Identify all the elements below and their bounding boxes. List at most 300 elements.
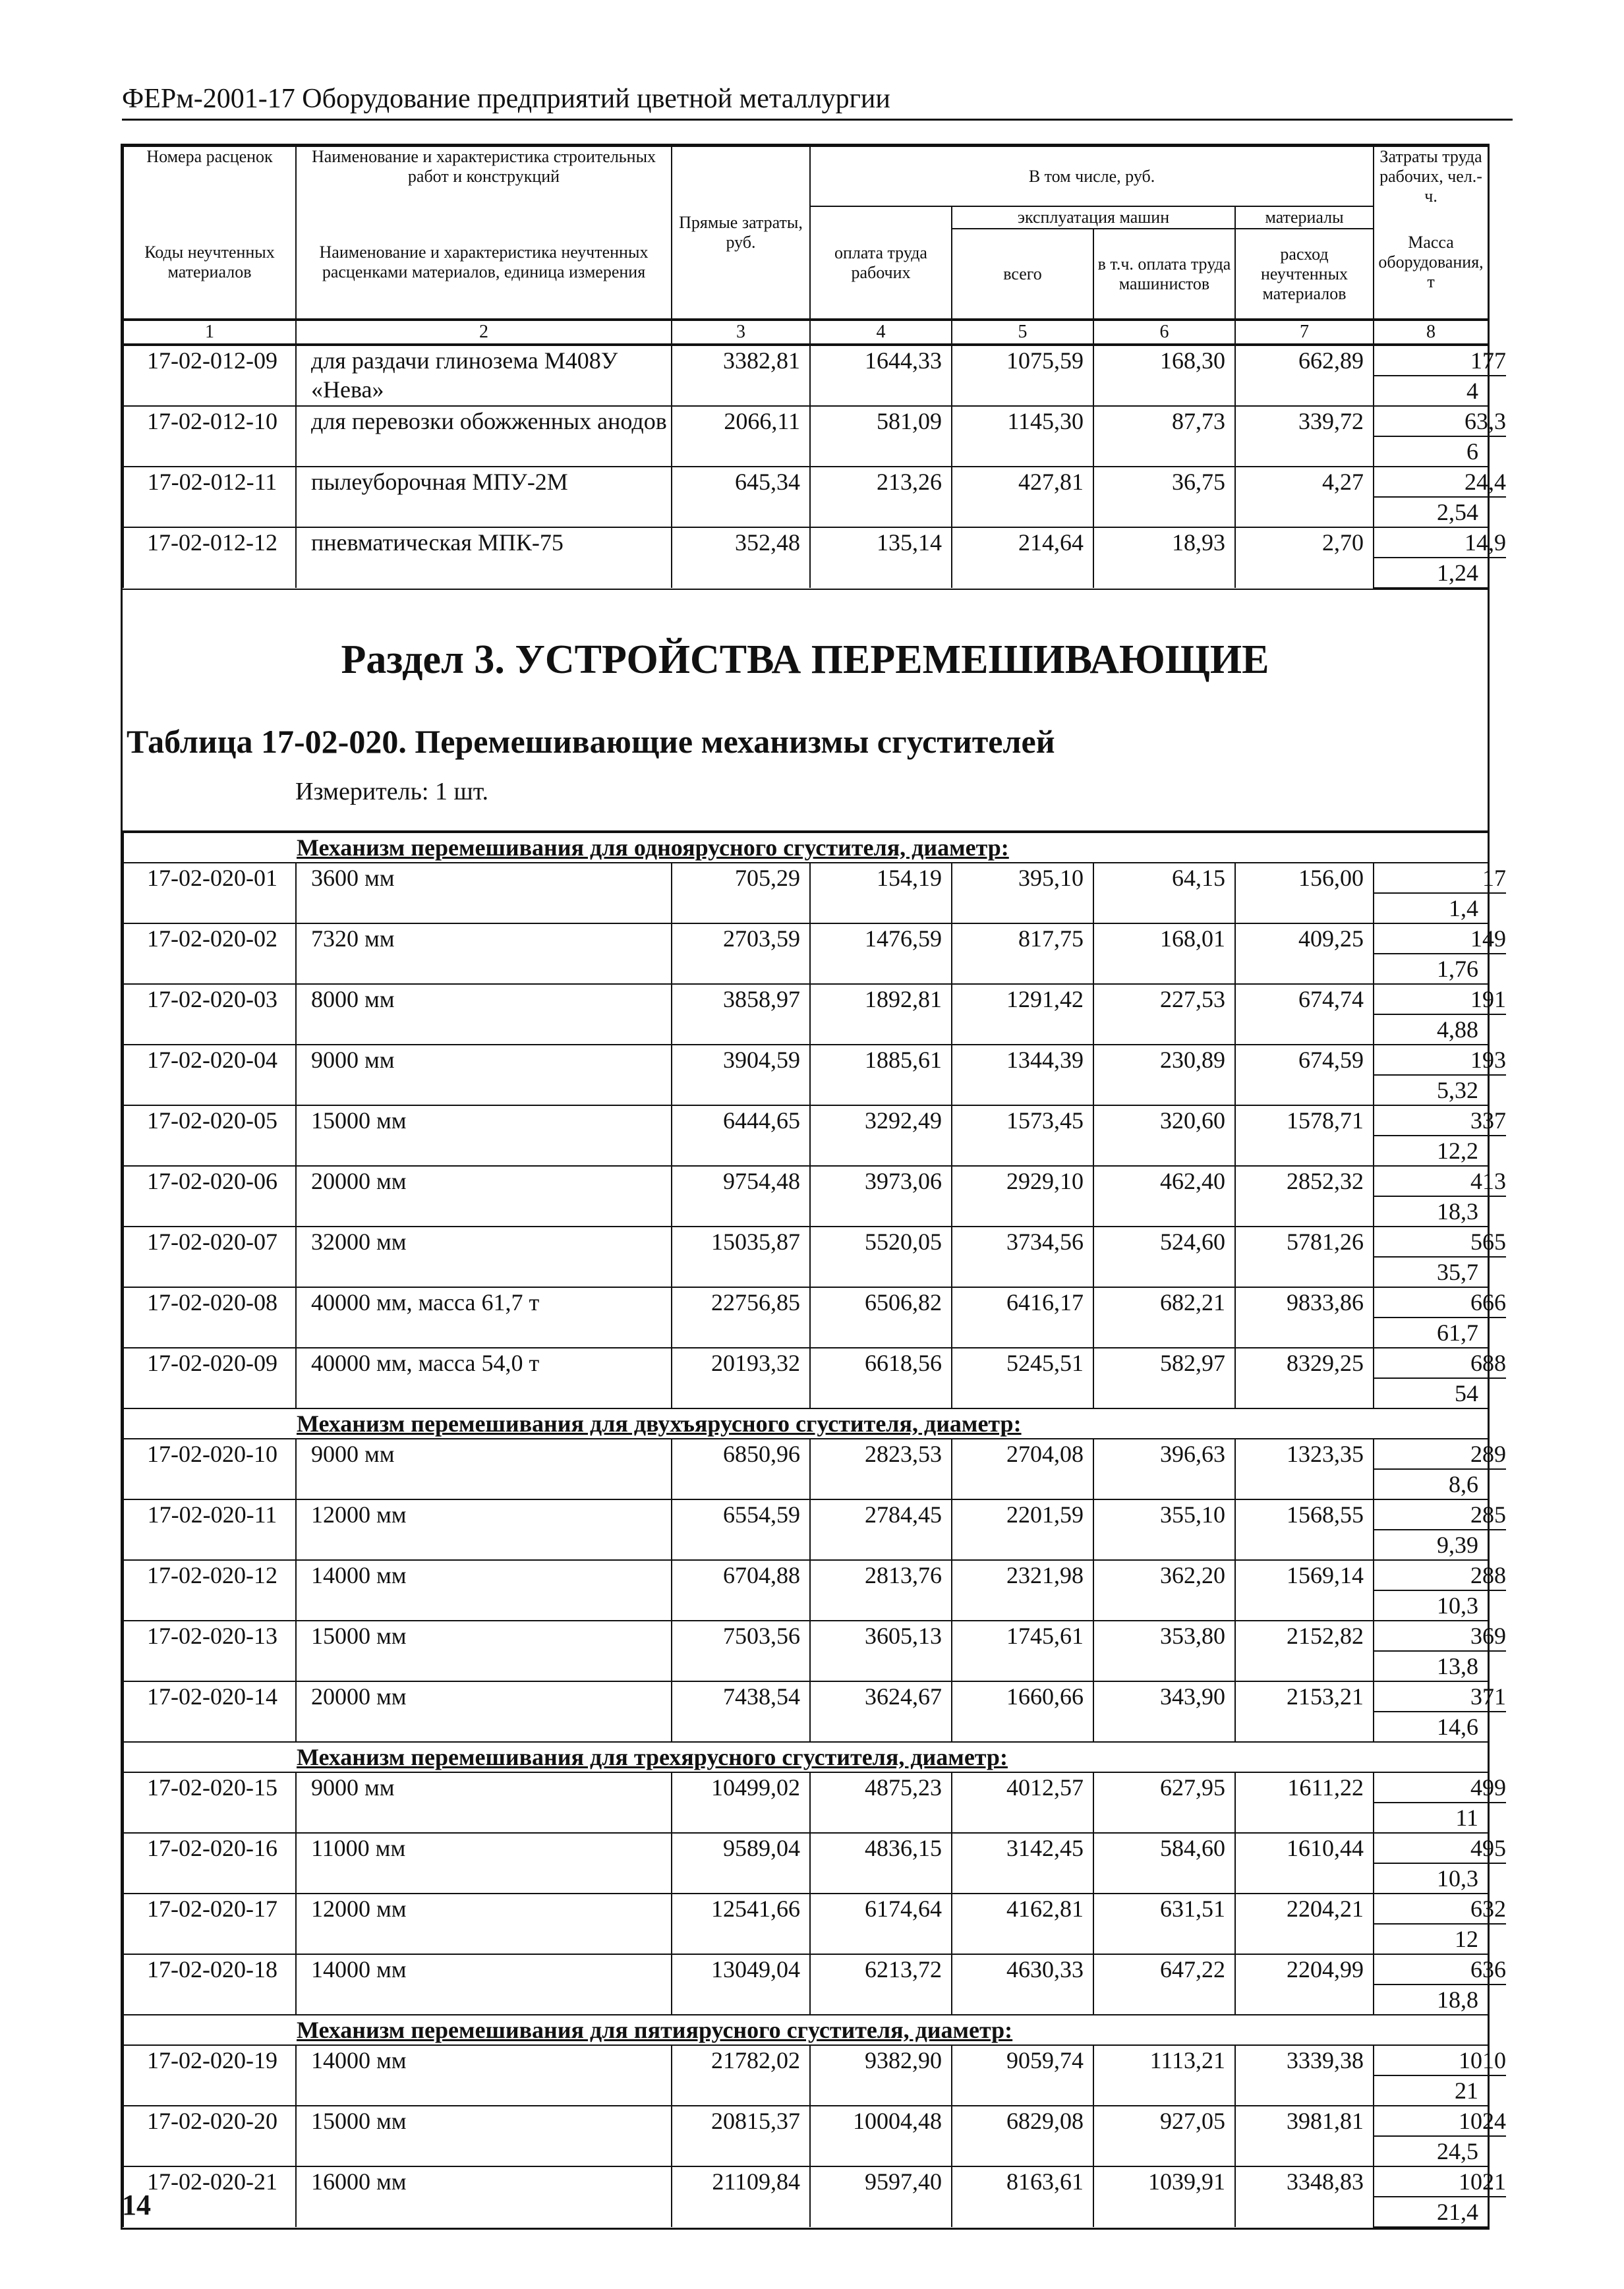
col8-bottom-label: Масса оборудования, т bbox=[1374, 206, 1488, 319]
materials-cost: 2204,99 bbox=[1235, 1954, 1374, 2015]
labor-hours: 14,9 bbox=[1374, 528, 1506, 558]
direct-cost: 2703,59 bbox=[672, 923, 810, 984]
table-row bbox=[123, 1772, 1488, 1803]
labor-hours: 371 bbox=[1374, 1682, 1506, 1712]
direct-cost: 20815,37 bbox=[672, 2106, 810, 2166]
operators-cost: 343,90 bbox=[1093, 1681, 1235, 1742]
rate-code: 17-02-020-18 bbox=[123, 1954, 296, 2015]
rate-code: 17-02-020-20 bbox=[123, 2106, 296, 2166]
equipment-mass: 10,3 bbox=[1374, 1591, 1488, 1621]
col5-label: всего bbox=[952, 229, 1093, 319]
labor-cost: 6174,64 bbox=[810, 1894, 952, 1954]
labor-hours-cell bbox=[1374, 467, 1506, 498]
table-row bbox=[123, 1560, 1488, 1591]
labor-hours-cell bbox=[1374, 1560, 1506, 1591]
labor-cost: 1476,59 bbox=[810, 923, 952, 984]
operators-cost: 1113,21 bbox=[1093, 2045, 1235, 2106]
labor-hours: 666 bbox=[1374, 1288, 1506, 1318]
labor-hours: 1021 bbox=[1374, 2167, 1506, 2197]
operators-cost: 584,60 bbox=[1093, 1833, 1235, 1894]
machines-cost: 1145,30 bbox=[952, 406, 1093, 467]
equipment-mass: 61,7 bbox=[1374, 1318, 1488, 1348]
operators-cost: 168,30 bbox=[1093, 345, 1235, 406]
operators-cost: 647,22 bbox=[1093, 1954, 1235, 2015]
labor-hours-cell bbox=[1374, 345, 1506, 376]
table-header bbox=[123, 146, 1489, 320]
meter-label: Измеритель: 1 шт. bbox=[295, 778, 488, 805]
machines-cost: 817,75 bbox=[952, 923, 1093, 984]
operators-cost: 462,40 bbox=[1093, 1166, 1235, 1227]
rate-name: 9000 мм bbox=[296, 1045, 672, 1105]
operators-cost: 227,53 bbox=[1093, 984, 1235, 1045]
col-number: 7 bbox=[1235, 320, 1374, 344]
labor-hours-cell bbox=[1374, 1045, 1506, 1076]
materials-cost: 5781,26 bbox=[1235, 1227, 1374, 1287]
equipment-mass: 9,39 bbox=[1374, 1530, 1488, 1560]
rate-code: 17-02-020-13 bbox=[123, 1621, 296, 1681]
labor-hours-cell bbox=[1374, 1833, 1506, 1864]
col-number: 4 bbox=[810, 320, 952, 344]
labor-cost: 1892,81 bbox=[810, 984, 952, 1045]
labor-hours: 193 bbox=[1374, 1045, 1506, 1076]
labor-hours: 289 bbox=[1374, 1439, 1506, 1470]
machines-cost: 214,64 bbox=[952, 527, 1093, 588]
equipment-mass: 11 bbox=[1374, 1803, 1488, 1833]
rate-code: 17-02-020-01 bbox=[123, 863, 296, 923]
section-title: Раздел 3. УСТРОЙСТВА ПЕРЕМЕШИВАЮЩИЕ bbox=[341, 637, 1269, 682]
machines-cost: 395,10 bbox=[952, 863, 1093, 923]
rate-name: 9000 мм bbox=[296, 1772, 672, 1833]
top-rates-table bbox=[123, 345, 1506, 589]
equipment-mass: 24,5 bbox=[1374, 2137, 1488, 2166]
table-row bbox=[123, 923, 1488, 954]
col8-top-label: Затраты труда рабочих, чел.-ч. bbox=[1374, 146, 1488, 206]
materials-cost: 9833,86 bbox=[1235, 1287, 1374, 1348]
labor-hours: 495 bbox=[1374, 1834, 1506, 1864]
direct-cost: 21109,84 bbox=[672, 2166, 810, 2227]
group-machines-label: эксплуатация машин bbox=[952, 206, 1235, 229]
machines-cost: 3734,56 bbox=[952, 1227, 1093, 1287]
labor-hours-cell bbox=[1374, 2106, 1506, 2137]
equipment-mass: 13,8 bbox=[1374, 1652, 1488, 1681]
materials-cost: 1610,44 bbox=[1235, 1833, 1374, 1894]
materials-cost: 339,72 bbox=[1235, 406, 1374, 467]
table-row bbox=[123, 1499, 1488, 1530]
machines-cost: 9059,74 bbox=[952, 2045, 1093, 2106]
operators-cost: 18,93 bbox=[1093, 527, 1235, 588]
equipment-mass: 1,24 bbox=[1374, 558, 1488, 588]
materials-cost: 2153,21 bbox=[1235, 1681, 1374, 1742]
machines-cost: 5245,51 bbox=[952, 1348, 1093, 1408]
operators-cost: 682,21 bbox=[1093, 1287, 1235, 1348]
machines-cost: 1745,61 bbox=[952, 1621, 1093, 1681]
labor-cost: 10004,48 bbox=[810, 2106, 952, 2166]
col4-label: оплата труда рабочих bbox=[810, 206, 952, 319]
rate-name: 8000 мм bbox=[296, 984, 672, 1045]
direct-cost: 12541,66 bbox=[672, 1894, 810, 1954]
col-number: 8 bbox=[1374, 320, 1488, 344]
machines-cost: 3142,45 bbox=[952, 1833, 1093, 1894]
materials-cost: 674,74 bbox=[1235, 984, 1374, 1045]
materials-cost: 2152,82 bbox=[1235, 1621, 1374, 1681]
table-row bbox=[123, 2166, 1488, 2197]
col1-top-label: Номера расценок bbox=[123, 146, 296, 206]
rate-name: 32000 мм bbox=[296, 1227, 672, 1287]
labor-cost: 581,09 bbox=[810, 406, 952, 467]
equipment-mass: 2,54 bbox=[1374, 498, 1488, 527]
machines-cost: 1075,59 bbox=[952, 345, 1093, 406]
labor-cost: 4875,23 bbox=[810, 1772, 952, 1833]
rate-name: 12000 мм bbox=[296, 1894, 672, 1954]
equipment-mass: 54 bbox=[1374, 1379, 1488, 1408]
operators-cost: 627,95 bbox=[1093, 1772, 1235, 1833]
labor-cost: 3973,06 bbox=[810, 1166, 952, 1227]
rate-code: 17-02-020-10 bbox=[123, 1439, 296, 1499]
rates-frame bbox=[121, 144, 1506, 2230]
materials-cost: 3981,81 bbox=[1235, 2106, 1374, 2166]
equipment-mass: 4,88 bbox=[1374, 1015, 1488, 1045]
labor-hours: 632 bbox=[1374, 1894, 1506, 1925]
group-heading: Механизм перемешивания для одноярусного сгустителя, диаметр: bbox=[123, 832, 1488, 863]
labor-hours: 17 bbox=[1374, 863, 1506, 894]
labor-cost: 154,19 bbox=[810, 863, 952, 923]
machines-cost: 2201,59 bbox=[952, 1499, 1093, 1560]
operators-cost: 64,15 bbox=[1093, 863, 1235, 923]
direct-cost: 7503,56 bbox=[672, 1621, 810, 1681]
rate-code: 17-02-020-16 bbox=[123, 1833, 296, 1894]
labor-hours: 149 bbox=[1374, 924, 1506, 954]
materials-cost: 1578,71 bbox=[1235, 1105, 1374, 1166]
machines-cost: 6416,17 bbox=[952, 1287, 1093, 1348]
group-heading-row bbox=[123, 832, 1488, 863]
equipment-mass: 10,3 bbox=[1374, 1864, 1488, 1894]
equipment-mass: 18,3 bbox=[1374, 1197, 1488, 1227]
col-number: 6 bbox=[1093, 320, 1235, 344]
materials-cost: 2,70 bbox=[1235, 527, 1374, 588]
rate-code: 17-02-020-12 bbox=[123, 1560, 296, 1621]
direct-cost: 21782,02 bbox=[672, 2045, 810, 2106]
labor-cost: 9382,90 bbox=[810, 2045, 952, 2106]
materials-cost: 2204,21 bbox=[1235, 1894, 1374, 1954]
labor-hours: 177 bbox=[1374, 346, 1506, 376]
labor-cost: 9597,40 bbox=[810, 2166, 952, 2227]
materials-cost: 674,59 bbox=[1235, 1045, 1374, 1105]
machines-cost: 2321,98 bbox=[952, 1560, 1093, 1621]
table-row bbox=[123, 1348, 1488, 1379]
rate-name: 40000 мм, масса 54,0 т bbox=[296, 1348, 672, 1408]
rate-code: 17-02-020-17 bbox=[123, 1894, 296, 1954]
labor-hours-cell bbox=[1374, 406, 1506, 437]
equipment-mass: 14,6 bbox=[1374, 1712, 1488, 1742]
labor-hours-cell bbox=[1374, 1439, 1506, 1470]
group-heading: Механизм перемешивания для трехярусного сгустителя, диаметр: bbox=[123, 1742, 1488, 1772]
direct-cost: 20193,32 bbox=[672, 1348, 810, 1408]
table-row bbox=[123, 1287, 1488, 1318]
operators-cost: 168,01 bbox=[1093, 923, 1235, 984]
labor-hours: 369 bbox=[1374, 1621, 1506, 1652]
col-number: 1 bbox=[123, 320, 296, 344]
rate-name: 7320 мм bbox=[296, 923, 672, 984]
labor-hours-cell bbox=[1374, 1227, 1506, 1258]
machines-cost: 2704,08 bbox=[952, 1439, 1093, 1499]
labor-hours: 1024 bbox=[1374, 2106, 1506, 2137]
direct-cost: 9754,48 bbox=[672, 1166, 810, 1227]
materials-cost: 8329,25 bbox=[1235, 1348, 1374, 1408]
labor-hours-cell bbox=[1374, 1287, 1506, 1318]
materials-cost: 662,89 bbox=[1235, 345, 1374, 406]
rate-name: пылеуборочная МПУ-2М bbox=[296, 467, 672, 527]
labor-hours: 337 bbox=[1374, 1106, 1506, 1136]
col3-label: Прямые затраты, руб. bbox=[672, 146, 810, 319]
labor-hours: 285 bbox=[1374, 1500, 1506, 1530]
rate-name: 15000 мм bbox=[296, 1105, 672, 1166]
operators-cost: 353,80 bbox=[1093, 1621, 1235, 1681]
rate-code: 17-02-012-09 bbox=[123, 345, 296, 406]
labor-cost: 135,14 bbox=[810, 527, 952, 588]
rate-code: 17-02-020-19 bbox=[123, 2045, 296, 2106]
labor-hours-cell bbox=[1374, 2166, 1506, 2197]
labor-hours: 1010 bbox=[1374, 2046, 1506, 2076]
direct-cost: 3904,59 bbox=[672, 1045, 810, 1105]
mixers-table bbox=[123, 832, 1506, 2228]
operators-cost: 927,05 bbox=[1093, 2106, 1235, 2166]
labor-hours: 191 bbox=[1374, 985, 1506, 1015]
rate-name: 15000 мм bbox=[296, 1621, 672, 1681]
rate-code: 17-02-012-11 bbox=[123, 467, 296, 527]
direct-cost: 22756,85 bbox=[672, 1287, 810, 1348]
labor-hours: 499 bbox=[1374, 1773, 1506, 1803]
table-row bbox=[123, 1681, 1488, 1712]
table-row bbox=[123, 1954, 1488, 1985]
machines-cost: 6829,08 bbox=[952, 2106, 1093, 2166]
materials-cost: 3348,83 bbox=[1235, 2166, 1374, 2227]
labor-hours: 688 bbox=[1374, 1348, 1506, 1379]
page-number: 14 bbox=[122, 2189, 151, 2221]
direct-cost: 6704,88 bbox=[672, 1560, 810, 1621]
rate-name: 40000 мм, масса 61,7 т bbox=[296, 1287, 672, 1348]
rate-name: 9000 мм bbox=[296, 1439, 672, 1499]
col-number: 2 bbox=[296, 320, 672, 344]
col1-bottom-label: Коды неучтенных материалов bbox=[123, 206, 296, 319]
equipment-mass: 35,7 bbox=[1374, 1258, 1488, 1287]
rate-code: 17-02-020-03 bbox=[123, 984, 296, 1045]
labor-hours-cell bbox=[1374, 863, 1506, 894]
table-row bbox=[123, 2106, 1488, 2137]
machines-cost: 1573,45 bbox=[952, 1105, 1093, 1166]
col6-label: в т.ч. оплата труда машинистов bbox=[1093, 229, 1235, 319]
labor-hours-cell bbox=[1374, 1499, 1506, 1530]
rate-code: 17-02-020-02 bbox=[123, 923, 296, 984]
labor-cost: 3605,13 bbox=[810, 1621, 952, 1681]
labor-hours: 63,3 bbox=[1374, 407, 1506, 437]
equipment-mass: 12 bbox=[1374, 1925, 1488, 1954]
equipment-mass: 4 bbox=[1374, 376, 1488, 406]
table-row bbox=[123, 1166, 1488, 1197]
rate-name: 3600 мм bbox=[296, 863, 672, 923]
materials-cost: 1568,55 bbox=[1235, 1499, 1374, 1560]
rate-code: 17-02-020-08 bbox=[123, 1287, 296, 1348]
labor-hours-cell bbox=[1374, 1166, 1506, 1197]
direct-cost: 2066,11 bbox=[672, 406, 810, 467]
materials-cost: 1569,14 bbox=[1235, 1560, 1374, 1621]
equipment-mass: 5,32 bbox=[1374, 1076, 1488, 1105]
labor-hours-cell bbox=[1374, 527, 1506, 558]
rate-code: 17-02-020-05 bbox=[123, 1105, 296, 1166]
rate-name: для раздачи глинозема М408У «Нева» bbox=[296, 345, 672, 406]
labor-cost: 6618,56 bbox=[810, 1348, 952, 1408]
operators-cost: 362,20 bbox=[1093, 1560, 1235, 1621]
direct-cost: 10499,02 bbox=[672, 1772, 810, 1833]
machines-cost: 427,81 bbox=[952, 467, 1093, 527]
machines-cost: 4630,33 bbox=[952, 1954, 1093, 2015]
direct-cost: 9589,04 bbox=[672, 1833, 810, 1894]
materials-cost: 3339,38 bbox=[1235, 2045, 1374, 2106]
materials-cost: 1323,35 bbox=[1235, 1439, 1374, 1499]
labor-hours-cell bbox=[1374, 1954, 1506, 1985]
equipment-mass: 8,6 bbox=[1374, 1470, 1488, 1499]
labor-cost: 5520,05 bbox=[810, 1227, 952, 1287]
operators-cost: 36,75 bbox=[1093, 467, 1235, 527]
column-numbers bbox=[123, 320, 1489, 345]
labor-cost: 3292,49 bbox=[810, 1105, 952, 1166]
equipment-mass: 21,4 bbox=[1374, 2197, 1488, 2227]
labor-hours: 288 bbox=[1374, 1561, 1506, 1591]
rate-name: 11000 мм bbox=[296, 1833, 672, 1894]
labor-hours-cell bbox=[1374, 984, 1506, 1015]
rate-code: 17-02-020-04 bbox=[123, 1045, 296, 1105]
equipment-mass: 6 bbox=[1374, 437, 1488, 467]
machines-cost: 1344,39 bbox=[952, 1045, 1093, 1105]
table-row bbox=[123, 345, 1488, 376]
labor-hours-cell bbox=[1374, 2045, 1506, 2076]
direct-cost: 705,29 bbox=[672, 863, 810, 923]
rate-code: 17-02-020-11 bbox=[123, 1499, 296, 1560]
direct-cost: 645,34 bbox=[672, 467, 810, 527]
labor-cost: 213,26 bbox=[810, 467, 952, 527]
rate-name: 20000 мм bbox=[296, 1166, 672, 1227]
materials-cost: 4,27 bbox=[1235, 467, 1374, 527]
rate-name: 16000 мм bbox=[296, 2166, 672, 2227]
operators-cost: 582,97 bbox=[1093, 1348, 1235, 1408]
table-row bbox=[123, 1045, 1488, 1076]
table-row bbox=[123, 2045, 1488, 2076]
materials-cost: 2852,32 bbox=[1235, 1166, 1374, 1227]
table-row bbox=[123, 1894, 1488, 1925]
section-block bbox=[123, 589, 1488, 832]
col2-top-label: Наименование и характеристика строительных работ и конструкций bbox=[296, 146, 672, 206]
equipment-mass: 1,4 bbox=[1374, 894, 1488, 923]
labor-hours: 413 bbox=[1374, 1167, 1506, 1197]
rate-code: 17-02-012-10 bbox=[123, 406, 296, 467]
rate-name: 14000 мм bbox=[296, 2045, 672, 2106]
direct-cost: 6850,96 bbox=[672, 1439, 810, 1499]
equipment-mass: 18,8 bbox=[1374, 1985, 1488, 2015]
labor-hours-cell bbox=[1374, 923, 1506, 954]
equipment-mass: 12,2 bbox=[1374, 1136, 1488, 1166]
operators-cost: 320,60 bbox=[1093, 1105, 1235, 1166]
operators-cost: 396,63 bbox=[1093, 1439, 1235, 1499]
group-incl-label: В том числе, руб. bbox=[810, 146, 1374, 206]
labor-cost: 1885,61 bbox=[810, 1045, 952, 1105]
labor-cost: 1644,33 bbox=[810, 345, 952, 406]
table-row bbox=[123, 863, 1488, 894]
direct-cost: 352,48 bbox=[672, 527, 810, 588]
labor-cost: 6213,72 bbox=[810, 1954, 952, 2015]
table-row bbox=[123, 984, 1488, 1015]
col-number: 5 bbox=[952, 320, 1093, 344]
col7-label: расход неучтенных материалов bbox=[1235, 229, 1374, 319]
direct-cost: 13049,04 bbox=[672, 1954, 810, 2015]
rate-name: 12000 мм bbox=[296, 1499, 672, 1560]
table-row bbox=[123, 527, 1488, 558]
table-row bbox=[123, 406, 1488, 437]
rate-code: 17-02-020-07 bbox=[123, 1227, 296, 1287]
operators-cost: 524,60 bbox=[1093, 1227, 1235, 1287]
rate-name: пневматическая МПК-75 bbox=[296, 527, 672, 588]
machines-cost: 4012,57 bbox=[952, 1772, 1093, 1833]
labor-cost: 2784,45 bbox=[810, 1499, 952, 1560]
labor-cost: 2823,53 bbox=[810, 1439, 952, 1499]
labor-cost: 4836,15 bbox=[810, 1833, 952, 1894]
equipment-mass: 21 bbox=[1374, 2076, 1488, 2106]
labor-hours: 565 bbox=[1374, 1227, 1506, 1258]
group-heading-row bbox=[123, 1742, 1488, 1772]
direct-cost: 7438,54 bbox=[672, 1681, 810, 1742]
direct-cost: 6444,65 bbox=[672, 1105, 810, 1166]
labor-hours-cell bbox=[1374, 1772, 1506, 1803]
labor-cost: 2813,76 bbox=[810, 1560, 952, 1621]
rate-name: для перевозки обожженных анодов bbox=[296, 406, 672, 467]
labor-hours: 24,4 bbox=[1374, 467, 1506, 498]
machines-cost: 8163,61 bbox=[952, 2166, 1093, 2227]
rate-code: 17-02-020-09 bbox=[123, 1348, 296, 1408]
table-row bbox=[123, 1621, 1488, 1652]
rate-name: 14000 мм bbox=[296, 1954, 672, 2015]
table-row bbox=[123, 1833, 1488, 1864]
labor-cost: 6506,82 bbox=[810, 1287, 952, 1348]
rate-name: 14000 мм bbox=[296, 1560, 672, 1621]
col2-bottom-label: Наименование и характеристика неучтенных расценками материалов, единица измерения bbox=[296, 206, 672, 319]
rate-code: 17-02-020-14 bbox=[123, 1681, 296, 1742]
group-heading-row bbox=[123, 2015, 1488, 2045]
operators-cost: 87,73 bbox=[1093, 406, 1235, 467]
group-heading-row bbox=[123, 1408, 1488, 1439]
direct-cost: 3382,81 bbox=[672, 345, 810, 406]
materials-cost: 409,25 bbox=[1235, 923, 1374, 984]
rate-name: 15000 мм bbox=[296, 2106, 672, 2166]
direct-cost: 6554,59 bbox=[672, 1499, 810, 1560]
table-row bbox=[123, 467, 1488, 498]
table-row bbox=[123, 1439, 1488, 1470]
rate-code: 17-02-020-06 bbox=[123, 1166, 296, 1227]
rate-name: 20000 мм bbox=[296, 1681, 672, 1742]
labor-hours-cell bbox=[1374, 1348, 1506, 1379]
labor-hours-cell bbox=[1374, 1894, 1506, 1925]
table-row bbox=[123, 1105, 1488, 1136]
materials-cost: 1611,22 bbox=[1235, 1772, 1374, 1833]
rate-code: 17-02-020-21 bbox=[123, 2166, 296, 2227]
group-materials-label: материалы bbox=[1235, 206, 1374, 229]
materials-cost: 156,00 bbox=[1235, 863, 1374, 923]
operators-cost: 355,10 bbox=[1093, 1499, 1235, 1560]
labor-hours: 636 bbox=[1374, 1955, 1506, 1985]
operators-cost: 230,89 bbox=[1093, 1045, 1235, 1105]
table-row bbox=[123, 1227, 1488, 1258]
group-heading: Механизм перемешивания для двухъярусного сгустителя, диаметр: bbox=[123, 1408, 1488, 1439]
labor-cost: 3624,67 bbox=[810, 1681, 952, 1742]
table-title: Таблица 17-02-020. Перемешивающие механизмы сгустителей bbox=[127, 723, 1055, 760]
labor-hours-cell bbox=[1374, 1621, 1506, 1652]
